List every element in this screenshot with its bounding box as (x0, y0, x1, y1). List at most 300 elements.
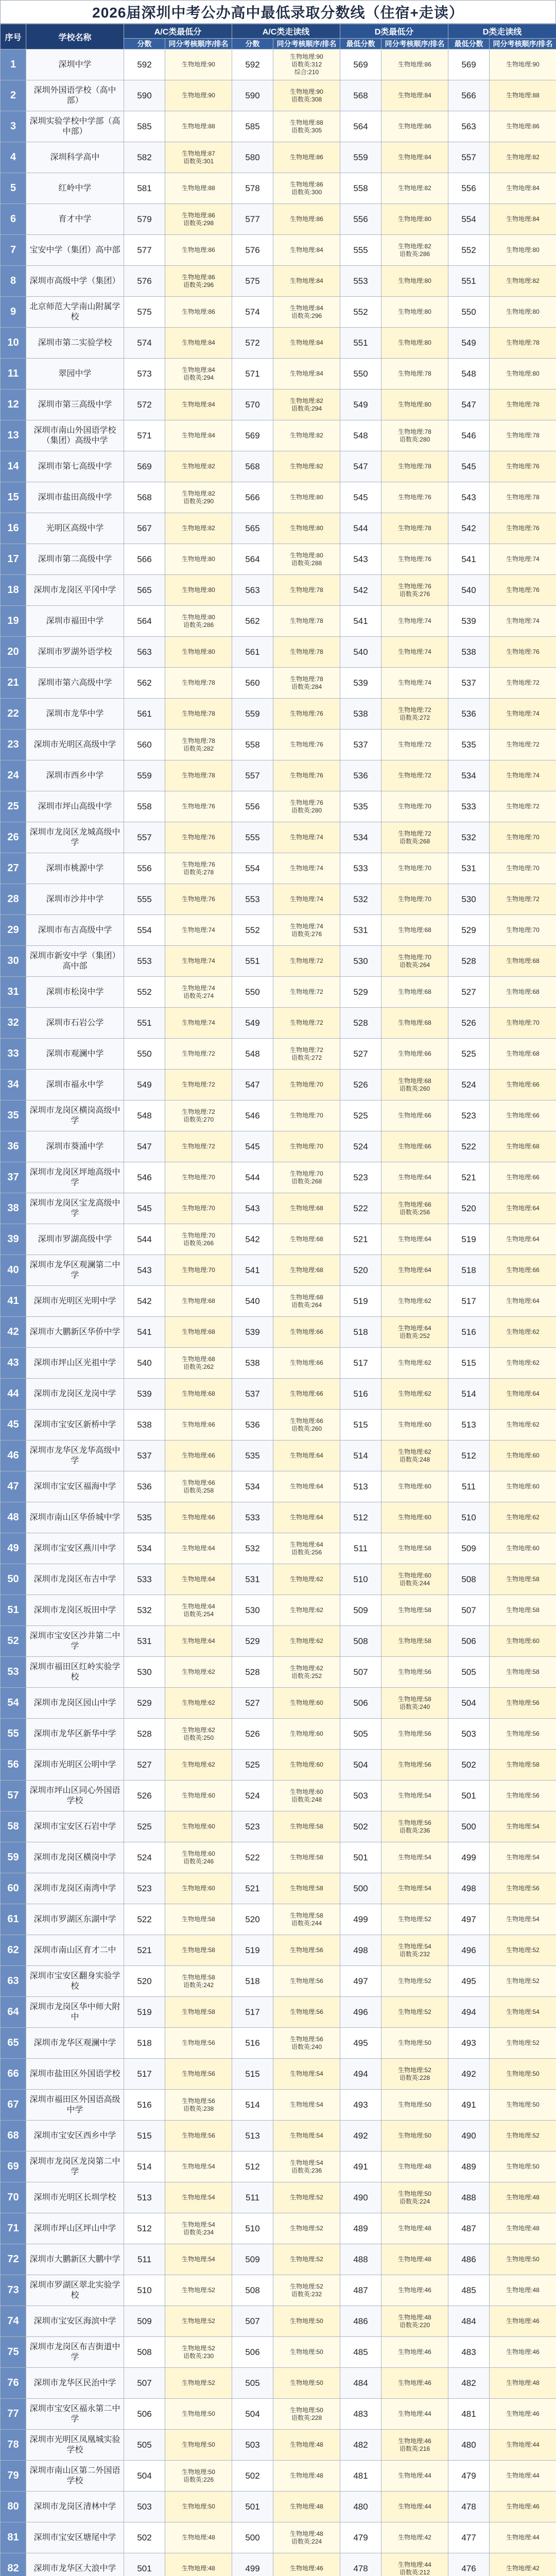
d-walk-rule: 生物地理:50 (490, 2244, 556, 2275)
header-score: 最低分数 (340, 39, 381, 49)
table-row (1, 1317, 556, 1348)
ac-walk-rule: 生物地理:52 (273, 2182, 340, 2213)
ac-rule: 生物地理:70 (165, 1162, 232, 1193)
school-name: 深圳市龙岗区坪地高级中学 (26, 1162, 124, 1193)
school-name: 深圳市龙华中学 (26, 699, 124, 730)
d-walk-score: 525 (448, 1039, 490, 1070)
d-score: 515 (340, 1410, 381, 1440)
ac-walk-rule: 生物地理:78 (273, 575, 340, 606)
d-rule: 生物地理:62 (381, 1379, 448, 1410)
d-score: 553 (340, 266, 381, 297)
d-walk-score: 512 (448, 1440, 490, 1471)
d-rule: 生物地理:56 (381, 1657, 448, 1688)
school-name: 深圳市福田区外国语高级中学 (26, 2090, 124, 2121)
ac-rule: 生物地理:66 (165, 1502, 232, 1533)
d-score: 490 (340, 2182, 381, 2213)
school-name: 深圳市龙岗区龙城高级中学 (26, 822, 124, 853)
d-rule: 生物地理:62 语数英:248 (381, 1440, 448, 1471)
ac-walk-score: 526 (232, 1719, 273, 1750)
ac-rule: 生物地理:58 (165, 1904, 232, 1935)
d-score: 500 (340, 1873, 381, 1904)
school-name: 深圳市龙华区观澜第二中学 (26, 1255, 124, 1286)
d-rule: 生物地理:46 (381, 2368, 448, 2399)
d-score: 503 (340, 1781, 381, 1811)
d-walk-score: 505 (448, 1657, 490, 1688)
ac-rule: 生物地理:64 (165, 1564, 232, 1595)
d-walk-score: 532 (448, 822, 490, 853)
d-score: 507 (340, 1657, 381, 1688)
ac-walk-score: 522 (232, 1842, 273, 1873)
d-score: 513 (340, 1471, 381, 1502)
d-walk-rule: 生物地理:82 (490, 142, 556, 173)
row-index: 55 (1, 1719, 26, 1750)
ac-score: 569 (124, 451, 165, 482)
d-walk-rule: 生物地理:64 (490, 1286, 556, 1317)
d-rule: 生物地理:44 (381, 2399, 448, 2430)
d-score: 502 (340, 1811, 381, 1842)
ac-walk-rule: 生物地理:66 (273, 1379, 340, 1410)
d-walk-rule: 生物地理:56 (490, 1719, 556, 1750)
ac-rule: 生物地理:86 语数英:296 (165, 266, 232, 297)
d-walk-rule: 生物地理:66 (490, 1255, 556, 1286)
ac-rule: 生物地理:68 (165, 1286, 232, 1317)
row-index: 68 (1, 2121, 26, 2151)
ac-score: 507 (124, 2368, 165, 2399)
d-rule: 生物地理:80 (381, 328, 448, 359)
ac-rule: 生物地理:48 (165, 2522, 232, 2553)
row-index: 50 (1, 1564, 26, 1595)
ac-score: 545 (124, 1193, 165, 1224)
row-index: 73 (1, 2275, 26, 2306)
table-row (1, 2399, 556, 2430)
row-index: 34 (1, 1070, 26, 1100)
table-row (1, 1719, 556, 1750)
ac-walk-rule: 生物地理:52 语数英:232 (273, 2275, 340, 2306)
d-score: 489 (340, 2213, 381, 2244)
school-name: 深圳市光明区公明中学 (26, 1750, 124, 1781)
d-walk-score: 506 (448, 1626, 490, 1657)
ac-score: 528 (124, 1719, 165, 1750)
ac-rule: 生物地理:74 语数英:274 (165, 977, 232, 1008)
table-row (1, 760, 556, 791)
ac-score: 550 (124, 1039, 165, 1070)
row-index: 22 (1, 699, 26, 730)
d-walk-score: 540 (448, 575, 490, 606)
d-rule: 生物地理:50 (381, 2121, 448, 2151)
ac-score: 502 (124, 2522, 165, 2553)
ac-walk-score: 576 (232, 235, 273, 266)
d-walk-rule: 生物地理:76 (490, 513, 556, 544)
ac-walk-score: 525 (232, 1750, 273, 1781)
ac-score: 518 (124, 2028, 165, 2059)
ac-walk-score: 514 (232, 2090, 273, 2121)
ac-walk-score: 556 (232, 791, 273, 822)
table-row (1, 1811, 556, 1842)
d-walk-rule: 生物地理:46 (490, 2399, 556, 2430)
ac-walk-rule: 生物地理:56 (273, 1935, 340, 1966)
ac-rule: 生物地理:82 (165, 451, 232, 482)
table-row (1, 977, 556, 1008)
d-rule: 生物地理:72 语数英:268 (381, 822, 448, 853)
d-walk-score: 538 (448, 637, 490, 668)
d-walk-rule: 生物地理:60 (490, 1471, 556, 1502)
school-name: 深圳市大鹏新区华侨中学 (26, 1317, 124, 1348)
ac-walk-score: 523 (232, 1811, 273, 1842)
d-walk-score: 522 (448, 1131, 490, 1162)
header-index: 序号 (1, 24, 26, 49)
d-score: 481 (340, 2461, 381, 2492)
d-walk-rule: 生物地理:74 (490, 699, 556, 730)
row-index: 2 (1, 80, 26, 111)
ac-score: 540 (124, 1348, 165, 1379)
ac-score: 530 (124, 1657, 165, 1688)
ac-walk-rule: 生物地理:72 (273, 1008, 340, 1039)
ac-score: 523 (124, 1873, 165, 1904)
row-index: 78 (1, 2430, 26, 2461)
table-row (1, 1781, 556, 1811)
school-name: 深圳市福永中学 (26, 1070, 124, 1100)
table-row (1, 1379, 556, 1410)
ac-walk-rule: 生物地理:46 (273, 2553, 340, 2576)
d-walk-rule: 生物地理:44 (490, 2461, 556, 2492)
d-walk-rule: 生物地理:86 (490, 111, 556, 142)
d-walk-score: 492 (448, 2059, 490, 2090)
ac-walk-score: 578 (232, 173, 273, 204)
ac-score: 552 (124, 977, 165, 1008)
d-walk-rule: 生物地理:46 (490, 2306, 556, 2337)
d-score: 519 (340, 1286, 381, 1317)
ac-walk-score: 557 (232, 760, 273, 791)
ac-score: 577 (124, 235, 165, 266)
row-index: 32 (1, 1008, 26, 1039)
d-walk-score: 481 (448, 2399, 490, 2430)
d-score: 499 (340, 1904, 381, 1935)
ac-rule: 生物地理:70 (165, 1193, 232, 1224)
ac-walk-score: 544 (232, 1162, 273, 1193)
ac-walk-rule: 生物地理:72 (273, 977, 340, 1008)
d-score: 548 (340, 420, 381, 451)
row-index: 31 (1, 977, 26, 1008)
ac-rule: 生物地理:80 (165, 637, 232, 668)
ac-rule: 生物地理:68 语数英:262 (165, 1348, 232, 1379)
ac-walk-score: 568 (232, 451, 273, 482)
ac-walk-rule: 生物地理:90 语数英:312 综合:210 (273, 49, 340, 80)
d-score: 511 (340, 1533, 381, 1564)
ac-walk-score: 502 (232, 2461, 273, 2492)
d-rule: 生物地理:78 (381, 451, 448, 482)
table-row (1, 389, 556, 420)
d-rule: 生物地理:60 语数英:244 (381, 1564, 448, 1595)
ac-walk-rule: 生物地理:74 (273, 884, 340, 915)
row-index: 82 (1, 2553, 26, 2576)
ac-walk-score: 517 (232, 1997, 273, 2028)
d-walk-score: 508 (448, 1564, 490, 1595)
d-walk-score: 523 (448, 1100, 490, 1131)
d-score: 514 (340, 1440, 381, 1471)
d-rule: 生物地理:58 (381, 1595, 448, 1626)
table-row (1, 1440, 556, 1471)
d-walk-rule: 生物地理:58 (490, 1750, 556, 1781)
d-rule: 生物地理:44 (381, 2492, 448, 2522)
table-row (1, 1842, 556, 1873)
d-walk-rule: 生物地理:74 (490, 606, 556, 637)
ac-score: 563 (124, 637, 165, 668)
table-row (1, 2461, 556, 2492)
ac-walk-rule: 生物地理:70 语数英:268 (273, 1162, 340, 1193)
ac-walk-score: 577 (232, 204, 273, 235)
ac-rule: 生物地理:82 (165, 513, 232, 544)
d-walk-rule: 生物地理:52 (490, 2028, 556, 2059)
school-name: 深圳市石岩公学 (26, 1008, 124, 1039)
ac-walk-rule: 生物地理:64 语数英:256 (273, 1533, 340, 1564)
d-walk-rule: 生物地理:52 (490, 2121, 556, 2151)
header-rule: 同分考核顺序/排名 (165, 39, 232, 49)
ac-score: 511 (124, 2244, 165, 2275)
d-walk-rule: 生物地理:76 (490, 575, 556, 606)
ac-score: 579 (124, 204, 165, 235)
ac-rule: 生物地理:78 (165, 699, 232, 730)
d-rule: 生物地理:56 (381, 1719, 448, 1750)
d-rule: 生物地理:54 (381, 1873, 448, 1904)
d-score: 487 (340, 2275, 381, 2306)
table-row (1, 2522, 556, 2553)
school-name: 深圳市罗湖区东湖中学 (26, 1904, 124, 1935)
d-walk-score: 566 (448, 80, 490, 111)
d-rule: 生物地理:80 (381, 297, 448, 328)
d-rule: 生物地理:52 (381, 1997, 448, 2028)
d-walk-score: 556 (448, 173, 490, 204)
d-rule: 生物地理:48 (381, 2151, 448, 2182)
school-name: 深圳市福田中学 (26, 606, 124, 637)
ac-score: 559 (124, 760, 165, 791)
table-row (1, 1070, 556, 1100)
table-row (1, 1193, 556, 1224)
d-rule: 生物地理:46 (381, 2275, 448, 2306)
d-rule: 生物地理:54 (381, 1842, 448, 1873)
ac-walk-score: 561 (232, 637, 273, 668)
ac-walk-rule: 生物地理:58 (273, 1873, 340, 1904)
school-name: 深圳市龙华区龙华高级中学 (26, 1440, 124, 1471)
d-rule: 生物地理:68 (381, 977, 448, 1008)
table-row (1, 2151, 556, 2182)
ac-rule: 生物地理:56 (165, 2121, 232, 2151)
d-walk-rule: 生物地理:84 (490, 173, 556, 204)
table-row (1, 2121, 556, 2151)
school-name: 深圳市西乡中学 (26, 760, 124, 791)
table-row (1, 513, 556, 544)
d-rule: 生物地理:66 (381, 1100, 448, 1131)
row-index: 56 (1, 1750, 26, 1781)
school-name: 深圳市南山区华侨城中学 (26, 1502, 124, 1533)
table-row (1, 668, 556, 699)
ac-score: 512 (124, 2213, 165, 2244)
row-index: 51 (1, 1595, 26, 1626)
table-row (1, 699, 556, 730)
ac-walk-rule: 生物地理:60 (273, 1719, 340, 1750)
d-walk-rule: 生物地理:64 (490, 1224, 556, 1255)
ac-score: 509 (124, 2306, 165, 2337)
d-score: 527 (340, 1039, 381, 1070)
ac-rule: 生物地理:66 语数英:258 (165, 1471, 232, 1502)
row-index: 46 (1, 1440, 26, 1471)
school-name: 深圳市龙岗区清林中学 (26, 2492, 124, 2522)
row-index: 54 (1, 1688, 26, 1719)
d-rule: 生物地理:66 (381, 1039, 448, 1070)
d-walk-rule: 生物地理:46 (490, 2337, 556, 2368)
school-name: 深圳市光明区高级中学 (26, 730, 124, 760)
d-score: 504 (340, 1750, 381, 1781)
school-name: 深圳市龙岗区布吉中学 (26, 1564, 124, 1595)
table-row (1, 1997, 556, 2028)
d-rule: 生物地理:68 (381, 1008, 448, 1039)
row-index: 53 (1, 1657, 26, 1688)
ac-walk-score: 542 (232, 1224, 273, 1255)
table-row (1, 1471, 556, 1502)
row-index: 70 (1, 2182, 26, 2213)
row-index: 18 (1, 575, 26, 606)
ac-walk-score: 548 (232, 1039, 273, 1070)
ac-rule: 生物地理:86 (165, 235, 232, 266)
ac-walk-rule: 生物地理:56 (273, 1997, 340, 2028)
ac-walk-score: 511 (232, 2182, 273, 2213)
ac-walk-rule: 生物地理:64 (273, 1471, 340, 1502)
ac-walk-rule: 生物地理:86 语数英:300 (273, 173, 340, 204)
ac-walk-score: 540 (232, 1286, 273, 1317)
d-rule: 生物地理:82 (381, 173, 448, 204)
ac-walk-rule: 生物地理:82 (273, 420, 340, 451)
school-name: 宝安中学（集团）高中部 (26, 235, 124, 266)
ac-rule: 生物地理:70 (165, 1255, 232, 1286)
table-row (1, 1008, 556, 1039)
d-walk-score: 535 (448, 730, 490, 760)
row-index: 1 (1, 49, 26, 80)
ac-walk-score: 519 (232, 1935, 273, 1966)
ac-walk-score: 537 (232, 1379, 273, 1410)
school-name: 深圳市观澜中学 (26, 1039, 124, 1070)
d-walk-score: 552 (448, 235, 490, 266)
ac-walk-rule: 生物地理:54 (273, 2090, 340, 2121)
row-index: 35 (1, 1100, 26, 1131)
d-rule: 生物地理:82 语数英:286 (381, 235, 448, 266)
ac-rule: 生物地理:78 语数英:282 (165, 730, 232, 760)
row-index: 20 (1, 637, 26, 668)
ac-walk-rule: 生物地理:84 (273, 266, 340, 297)
school-name: 深圳市龙岗区龙岗中学 (26, 1379, 124, 1410)
d-walk-rule: 生物地理:76 (490, 637, 556, 668)
ac-rule: 生物地理:50 (165, 2492, 232, 2522)
d-rule: 生物地理:64 (381, 1162, 448, 1193)
table-row (1, 1502, 556, 1533)
ac-walk-rule: 生物地理:70 (273, 1131, 340, 1162)
school-name: 深圳市盐田高级中学 (26, 482, 124, 513)
ac-walk-rule: 生物地理:76 (273, 730, 340, 760)
ac-score: 516 (124, 2090, 165, 2121)
ac-rule: 生物地理:54 (165, 2244, 232, 2275)
ac-walk-score: 592 (232, 49, 273, 80)
d-walk-rule: 生物地理:68 (490, 977, 556, 1008)
ac-score: 560 (124, 730, 165, 760)
ac-walk-score: 506 (232, 2337, 273, 2368)
d-walk-score: 497 (448, 1904, 490, 1935)
ac-rule: 生物地理:56 (165, 2028, 232, 2059)
ac-walk-rule: 生物地理:76 (273, 760, 340, 791)
d-score: 531 (340, 915, 381, 946)
d-walk-rule: 生物地理:58 (490, 1564, 556, 1595)
table-row (1, 111, 556, 142)
row-index: 4 (1, 142, 26, 173)
header-rule: 同分考核顺序/排名 (381, 39, 448, 49)
row-index: 16 (1, 513, 26, 544)
school-name: 深圳市南山区育才二中 (26, 1935, 124, 1966)
d-score: 518 (340, 1317, 381, 1348)
d-score: 501 (340, 1842, 381, 1873)
d-rule: 生物地理:56 (381, 1750, 448, 1781)
ac-rule: 生物地理:54 (165, 2182, 232, 2213)
d-walk-score: 482 (448, 2368, 490, 2399)
d-rule: 生物地理:86 (381, 111, 448, 142)
d-rule: 生物地理:44 语数英:212 (381, 2553, 448, 2576)
d-score: 525 (340, 1100, 381, 1131)
school-name: 深圳市龙岗区平冈中学 (26, 575, 124, 606)
d-walk-score: 514 (448, 1379, 490, 1410)
d-walk-score: 526 (448, 1008, 490, 1039)
d-rule: 生物地理:64 语数英:252 (381, 1317, 448, 1348)
d-walk-score: 545 (448, 451, 490, 482)
ac-walk-rule: 生物地理:50 语数英:228 (273, 2399, 340, 2430)
d-walk-rule: 生物地理:60 (490, 1533, 556, 1564)
ac-walk-rule: 生物地理:58 语数英:244 (273, 1904, 340, 1935)
d-score: 543 (340, 544, 381, 575)
row-index: 71 (1, 2213, 26, 2244)
table-row (1, 2059, 556, 2090)
ac-walk-score: 533 (232, 1502, 273, 1533)
d-walk-score: 551 (448, 266, 490, 297)
school-name: 深圳市坪山区同心外国语学校 (26, 1781, 124, 1811)
d-rule: 生物地理:48 (381, 2244, 448, 2275)
d-walk-score: 488 (448, 2182, 490, 2213)
school-name: 深圳市光明区凤凰城实验学校 (26, 2430, 124, 2461)
ac-walk-score: 552 (232, 915, 273, 946)
table-row (1, 2182, 556, 2213)
d-walk-rule: 生物地理:66 (490, 1162, 556, 1193)
school-name: 深圳市宝安区福海中学 (26, 1471, 124, 1502)
table-row (1, 80, 556, 111)
header-group-d-walk: D类走读线 (448, 24, 556, 39)
row-index: 47 (1, 1471, 26, 1502)
table-row (1, 544, 556, 575)
row-index: 21 (1, 668, 26, 699)
ac-score: 517 (124, 2059, 165, 2090)
ac-rule: 生物地理:60 (165, 1781, 232, 1811)
d-score: 537 (340, 730, 381, 760)
ac-rule: 生物地理:58 (165, 1935, 232, 1966)
row-index: 57 (1, 1781, 26, 1811)
row-index: 80 (1, 2492, 26, 2522)
table-row (1, 1750, 556, 1781)
d-score: 482 (340, 2430, 381, 2461)
d-score: 539 (340, 668, 381, 699)
ac-walk-score: 575 (232, 266, 273, 297)
row-index: 19 (1, 606, 26, 637)
ac-score: 520 (124, 1966, 165, 1997)
ac-walk-score: 512 (232, 2151, 273, 2182)
ac-score: 531 (124, 1626, 165, 1657)
d-rule: 生物地理:48 (381, 2213, 448, 2244)
d-walk-rule: 生物地理:52 (490, 1935, 556, 1966)
d-rule: 生物地理:84 (381, 80, 448, 111)
row-index: 42 (1, 1317, 26, 1348)
ac-walk-rule: 生物地理:60 (273, 1750, 340, 1781)
